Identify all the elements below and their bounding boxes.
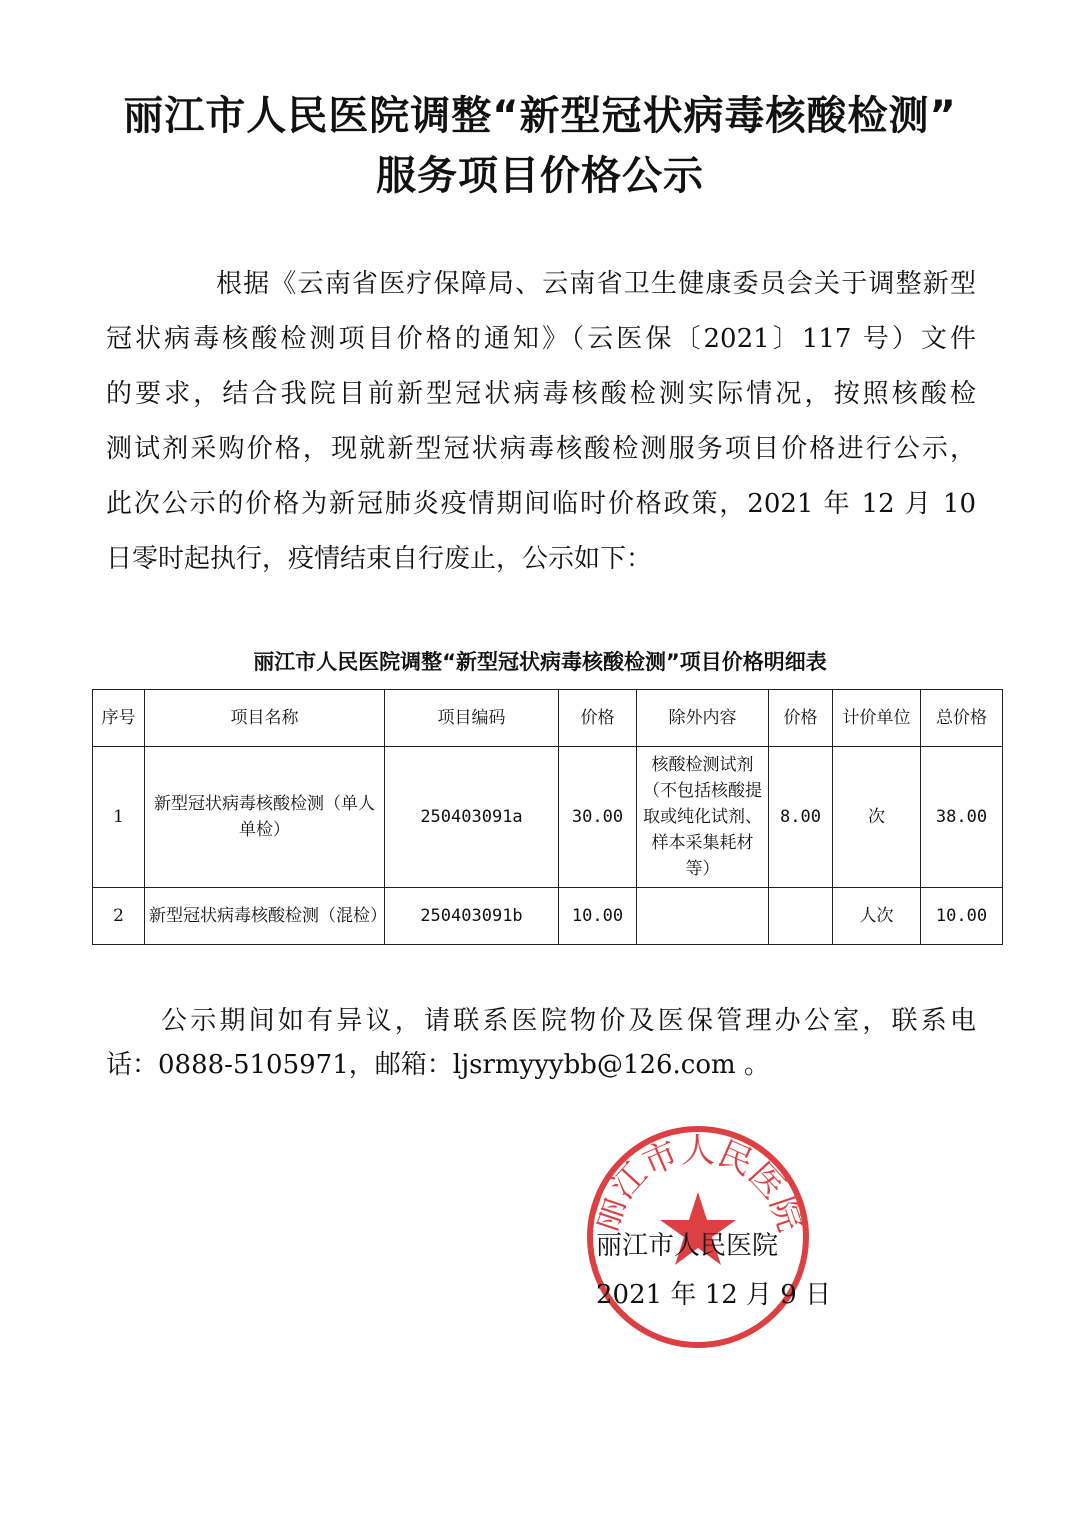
header-excluded-price: 价格 xyxy=(769,690,833,747)
header-price: 价格 xyxy=(559,690,637,747)
cell-price: 10.00 xyxy=(559,888,637,945)
header-total-price: 总价格 xyxy=(921,690,1003,747)
cell-excluded-price xyxy=(769,888,833,945)
body-paragraph-line: 的要求，结合我院目前新型冠状病毒核酸检测实际情况，按照核酸检 xyxy=(106,379,976,409)
price-detail-table xyxy=(92,689,1003,945)
seal-text: 丽江市人民医院 xyxy=(585,1130,811,1237)
contact-line: 公示期间如有异议，请联系医院物价及医保管理办公室，联系电 xyxy=(161,1006,976,1036)
table-header-row xyxy=(93,690,1003,747)
cell-pricing-unit: 人次 xyxy=(833,888,921,945)
body-paragraph-line: 冠状病毒核酸检测项目价格的通知》（云医保〔2021〕117 号）文件 xyxy=(106,324,976,354)
header-seq: 序号 xyxy=(93,690,145,747)
body-paragraph-line: 日零时起执行，疫情结束自行废止，公示如下： xyxy=(106,544,653,574)
document-title-line-2: 服务项目价格公示 xyxy=(376,153,704,199)
table-row xyxy=(93,747,1003,888)
table-title: 丽江市人民医院调整“新型冠状病毒核酸检测”项目价格明细表 xyxy=(253,650,827,674)
cell-excluded-content xyxy=(637,888,769,945)
header-item-code: 项目编码 xyxy=(385,690,559,747)
contact-line: 话：0888-5105971，邮箱：ljsrmyyybb@126.com 。 xyxy=(106,1050,770,1080)
document-title-line-1: 丽江市人民医院调整“新型冠状病毒核酸检测” xyxy=(123,93,957,139)
cell-item-code: 250403091a xyxy=(385,747,559,888)
body-paragraph-line: 根据《云南省医疗保障局、云南省卫生健康委员会关于调整新型 xyxy=(216,269,976,299)
cell-excluded-content: 核酸检测试剂（不包括核酸提取或纯化试剂、样本采集耗材等） xyxy=(637,747,769,888)
header-pricing-unit: 计价单位 xyxy=(833,690,921,747)
cell-price: 30.00 xyxy=(559,747,637,888)
cell-item-name: 新型冠状病毒核酸检测（单人单检） xyxy=(145,747,385,888)
cell-excluded-price: 8.00 xyxy=(769,747,833,888)
cell-total-price: 38.00 xyxy=(921,747,1003,888)
table-row xyxy=(93,888,1003,945)
signature-organization: 丽江市人民医院 xyxy=(596,1231,779,1261)
cell-total-price: 10.00 xyxy=(921,888,1003,945)
body-paragraph-line: 此次公示的价格为新冠肺炎疫情期间临时价格政策，2021 年 12 月 10 xyxy=(106,489,976,519)
body-paragraph-line: 测试剂采购价格，现就新型冠状病毒核酸检测服务项目价格进行公示， xyxy=(106,434,976,464)
header-item-name: 项目名称 xyxy=(145,690,385,747)
cell-seq: 2 xyxy=(93,888,145,945)
header-excluded-content: 除外内容 xyxy=(637,690,769,747)
cell-seq: 1 xyxy=(93,747,145,888)
cell-pricing-unit: 次 xyxy=(833,747,921,888)
signature-date: 2021 年 12 月 9 日 xyxy=(596,1280,832,1310)
cell-item-code: 250403091b xyxy=(385,888,559,945)
cell-item-name: 新型冠状病毒核酸检测（混检） xyxy=(145,888,385,945)
